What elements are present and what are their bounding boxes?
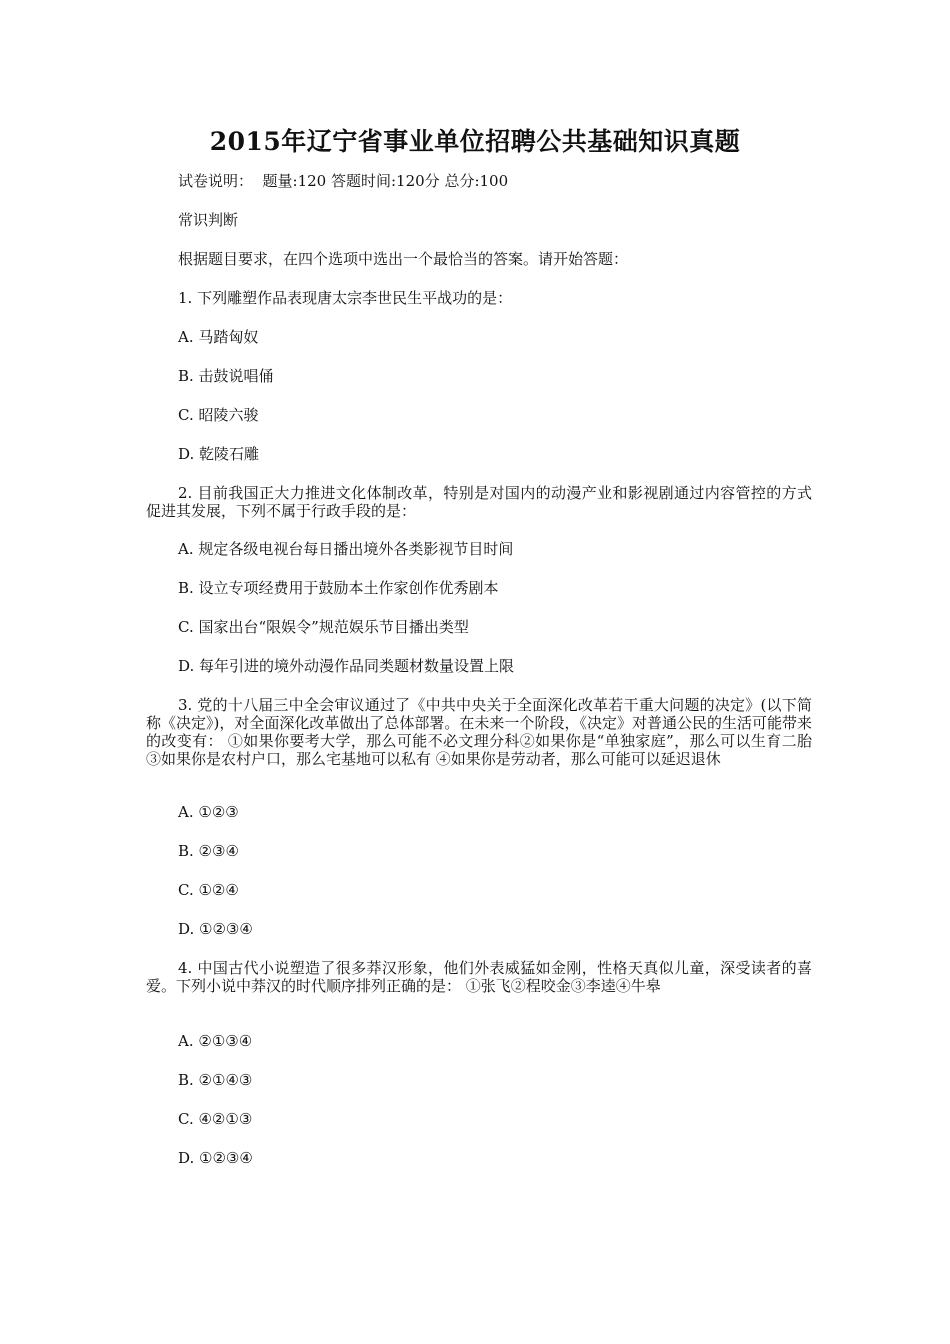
question-4-option-c: C. ④②①③	[178, 1110, 253, 1128]
exam-info: 试卷说明： 题量:120 答题时间:120分 总分:100	[178, 172, 509, 190]
question-4-stem: 4. 中国古代小说塑造了很多莽汉形象，他们外表威猛如金刚，性格天真似儿童，深受读者的喜爱。下列小说中莽汉的时代顺序排列正确的是： ①张飞②程咬金③李逵④牛皋	[146, 959, 812, 995]
question-3-option-d: D. ①②③④	[178, 920, 253, 938]
question-3-option-c: C. ①②④	[178, 881, 239, 899]
question-2-stem: 2. 目前我国正大力推进文化体制改革，特别是对国内的动漫产业和影视剧通过内容管控的方式促进其发展，下列不属于行政手段的是：	[146, 484, 812, 520]
page-title: 2015年辽宁省事业单位招聘公共基础知识真题	[209, 127, 741, 156]
question-4-option-a: A. ②①③④	[178, 1032, 253, 1050]
question-2-option-d: D. 每年引进的境外动漫作品同类题材数量设置上限	[178, 657, 515, 675]
question-1-option-d: D. 乾陵石雕	[178, 445, 260, 463]
question-3-option-a: A. ①②③	[178, 803, 239, 821]
question-3-option-b: B. ②③④	[178, 842, 239, 860]
question-4-option-b: B. ②①④③	[178, 1071, 253, 1089]
section-heading: 常识判断	[178, 211, 239, 229]
question-2-option-a: A. 规定各级电视台每日播出境外各类影视节目时间	[178, 540, 514, 558]
question-4-option-d: D. ①②③④	[178, 1149, 253, 1167]
question-2-option-c: C. 国家出台“限娱令”规范娱乐节目播出类型	[178, 618, 469, 636]
question-1-option-b: B. 击鼓说唱俑	[178, 367, 274, 385]
question-1-stem: 1. 下列雕塑作品表现唐太宗李世民生平战功的是：	[178, 289, 513, 307]
question-3-stem: 3. 党的十八届三中全会审议通过了《中共中央关于全面深化改革若干重大问题的决定》(以下简称《决定》)，对全面深化改革做出了总体部署。在未来一个阶段，《决定》对普通公民的生活可能带来的改变有： ①如果你要考大学，那么可能不必文理分科②如果你是“单独家庭”，那么可以生育二胎 ③如果你是农村户口，那么宅基地可以私有 ④如果你是劳动者，那么可能可以延迟退休	[146, 696, 812, 768]
question-1-option-a: A. 马踏匈奴	[178, 328, 259, 346]
question-1-option-c: C. 昭陵六骏	[178, 406, 259, 424]
instructions: 根据题目要求，在四个选项中选出一个最恰当的答案。请开始答题：	[178, 250, 629, 268]
question-2-option-b: B. 设立专项经费用于鼓励本土作家创作优秀剧本	[178, 579, 499, 597]
